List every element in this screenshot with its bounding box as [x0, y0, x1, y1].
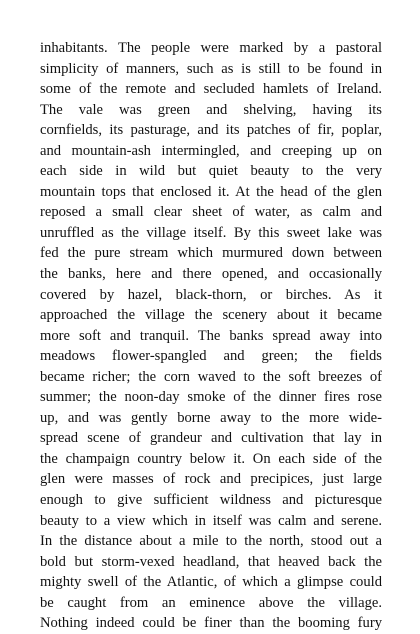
text-line: covered by hazel, black-thorn, or birches. As it — [40, 286, 382, 303]
text-line: cornfields, its pasturage, and its patches of fir, poplar, — [40, 122, 382, 139]
text-line: became richer; the corn waved to the soft breezes of — [40, 368, 382, 385]
text-line: mighty swell of the Atlantic, of which a glimpse could — [40, 574, 382, 591]
text-line: the champaign country below it. On each side of the — [40, 450, 382, 467]
text-line: simplicity of manners, such as is still to be found in — [40, 60, 382, 77]
text-line: bold but storm-vexed headland, that heaved back the — [40, 553, 382, 570]
text-line: the banks, here and there opened, and occasionally — [40, 266, 382, 283]
text-line: inhabitants. The people were marked by a pastoral — [40, 40, 382, 56]
text-line: more soft and tranquil. The banks spread away into — [40, 327, 382, 344]
text-line: glen were masses of rock and precipices, just large — [40, 471, 382, 488]
text-line: Nothing indeed could be finer than the booming fury — [40, 615, 382, 632]
text-line: unruffled as the village itself. By this sweet lake was — [40, 224, 382, 241]
text-line: The vale was green and shelving, having its — [40, 101, 382, 118]
text-line: enough to give sufficient wildness and picturesque — [40, 492, 382, 509]
text-line: reposed a small clear sheet of water, as calm and — [40, 204, 382, 221]
text-line: beauty to a view which in itself was calm and serene. — [40, 512, 382, 529]
text-line: mountain tops that enclosed it. At the head of the glen — [40, 183, 382, 200]
text-line: meadows flower-spangled and green; the fields — [40, 348, 382, 365]
text-line: fed the pure stream which murmured down between — [40, 245, 382, 262]
text-line: summer; the noon-day smoke of the dinner fires rose — [40, 389, 382, 406]
page-text — [40, 38, 382, 634]
text-line: each side in wild but quiet beauty to the very — [40, 163, 382, 180]
text-line: be caught from an eminence above the village. — [40, 594, 382, 611]
text-line: some of the remote and secluded hamlets of Ireland. — [40, 81, 382, 98]
text-line: In the distance about a mile to the north, stood out a — [40, 533, 382, 550]
text-line: approached the village the scenery about it became — [40, 307, 382, 324]
text-line: spread scene of grandeur and cultivation that lay in — [40, 430, 382, 447]
text-line: up, and was gently borne away to the more wide- — [40, 409, 382, 426]
text-line: and mountain-ash intermingled, and creeping up on — [40, 142, 382, 159]
